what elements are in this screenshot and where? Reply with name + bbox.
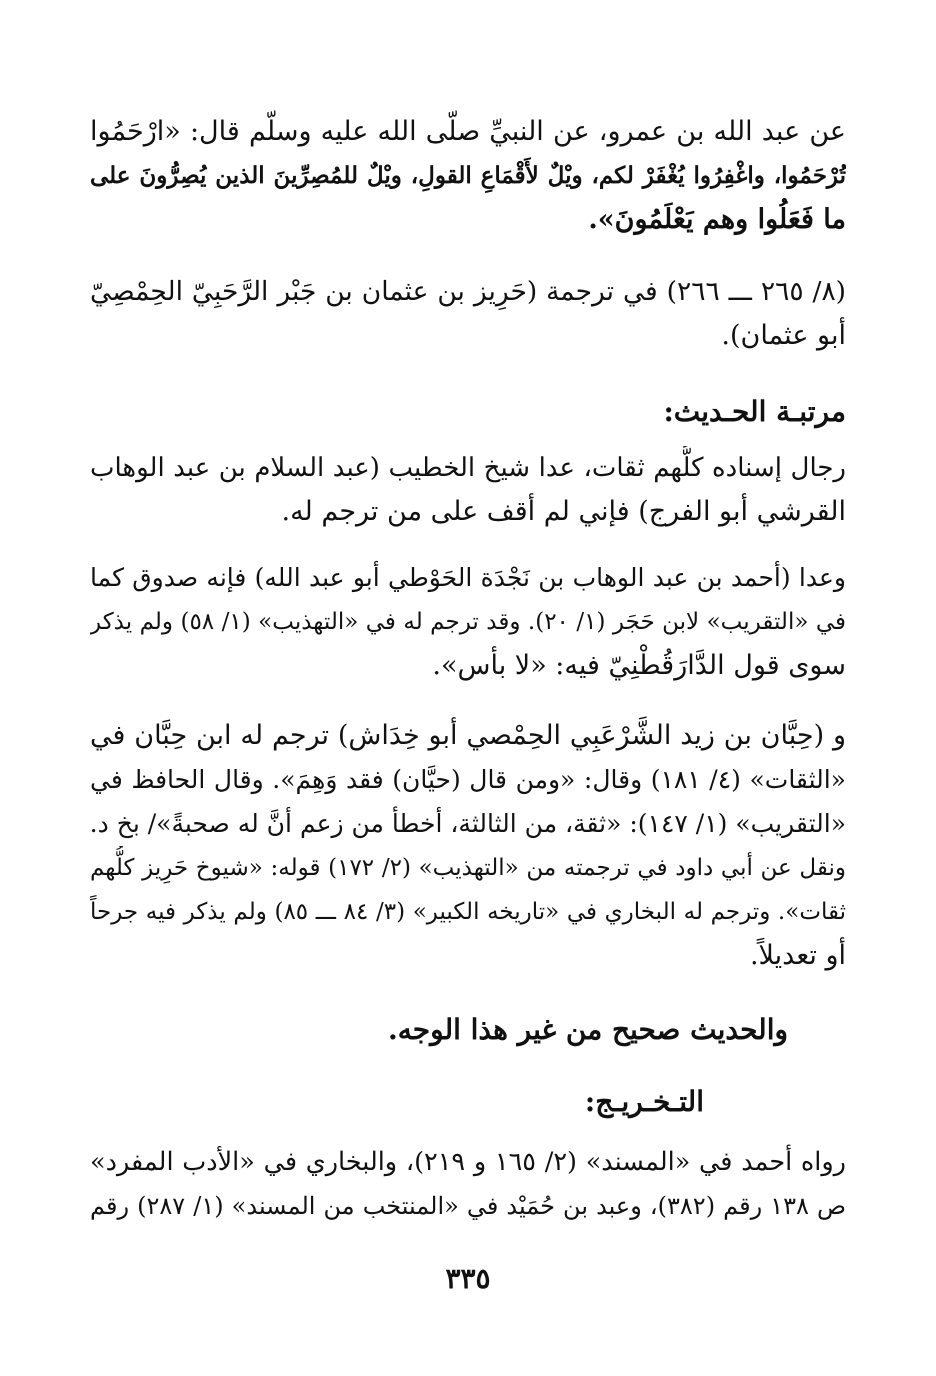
hadith-line: ما فَعَلُوا وهم يَعْلَمُونَ». (588, 204, 846, 235)
hadith-line: تُرْحَمُوا، واغْفِرُوا يُغْفَرْ لكم، ويْلٌ لأَقْمَاعِ القولِ، ويْلٌ للمُصِرِّينَ الذين يُصِرُّونَ على (90, 162, 846, 189)
grade-line: أو تعديلاً. (749, 940, 846, 971)
grade-line: وعدا (أحمد بن عبد الوهاب بن نَجْدَة الحَوْطي أبو عبد الله) فإنه صدوق كما (90, 563, 846, 592)
reference-line: أبو عثمان). (721, 320, 846, 351)
page-number: ٣٣٥ (445, 1262, 491, 1295)
hadith-line: عن عبد الله بن عمرو، عن النبيِّ صلَّى الله عليه وسلَّم قال: «ارْحَمُوا (90, 116, 846, 147)
grade-line: ثقات». وترجم له البخاري في «تاريخه الكبير» (٣/ ٨٤ ـــ ٨٥) ولم يذكر فيه جرحاً (90, 899, 846, 925)
grade-line: «التقريب» (١/ ١٤٧): «ثقة، من الثالثة، أخطأ من زعم أنَّ له صحبةً»/ بخ د. (90, 809, 846, 838)
grade-paragraph (90, 714, 846, 978)
reference-paragraph (90, 270, 846, 358)
takhrij-paragraph (90, 1140, 846, 1228)
takhrij-line: ص ١٣٨ رقم (٣٨٢)، وعبد بن حُمَيْد في «المنتخب من المسند» (١/ ٢٨٧) رقم (90, 1192, 846, 1220)
conclusion-line: والحديث صحيح من غير هذا الوجه. (388, 1013, 788, 1046)
section-heading-grade: مرتبـة الحـديث: (663, 395, 846, 428)
hadith-paragraph (90, 110, 846, 242)
grade-line: و (حِبَّان بن زيد الشَّرْعَبِي الحِمْصي أبو خِدَاش) ترجم له ابن حِبَّان في (90, 720, 846, 751)
reference-line: (٨/ ٢٦٥ ـــ ٢٦٦) في ترجمة (حَرِيز بن عثمان بن جَبْر الرَّحَبِيّ الحِمْصِيّ (90, 276, 846, 307)
grade-paragraph (90, 446, 846, 534)
grade-line: رجال إسناده كلُّهم ثقات، عدا شيخ الخطيب (عبد السلام بن عبد الوهاب (90, 453, 846, 483)
grade-line: ونقل عن أبي داود في ترجمته من «التهذيب» (٢/ ١٧٢) قوله: «شيوخ حَرِيز كلُّهم (90, 855, 846, 881)
section-heading-takhrij: التـخـريـج: (584, 1085, 704, 1118)
grade-line: «الثقات» (٤/ ١٨١) وقال: «ومن قال (حيَّان) فقد وَهِمَ». وقال الحافظ في (90, 765, 846, 794)
takhrij-line: رواه أحمد في «المسند» (٢/ ١٦٥ و ٢١٩)، والبخاري في «الأدب المفرد» (90, 1147, 846, 1177)
grade-line: سوى قول الدَّارَقُطْنِيّ فيه: «لا بأس». (432, 650, 846, 681)
grade-line: في «التقريب» لابن حَجَر (١/ ٢٠). وقد ترجم له في «التهذيب» (١/ ٥٨) ولم يذكر (90, 609, 846, 635)
grade-line: القرشي أبو الفرج) فإني لم أقف على من ترجم له. (281, 496, 846, 527)
grade-paragraph (90, 556, 846, 688)
